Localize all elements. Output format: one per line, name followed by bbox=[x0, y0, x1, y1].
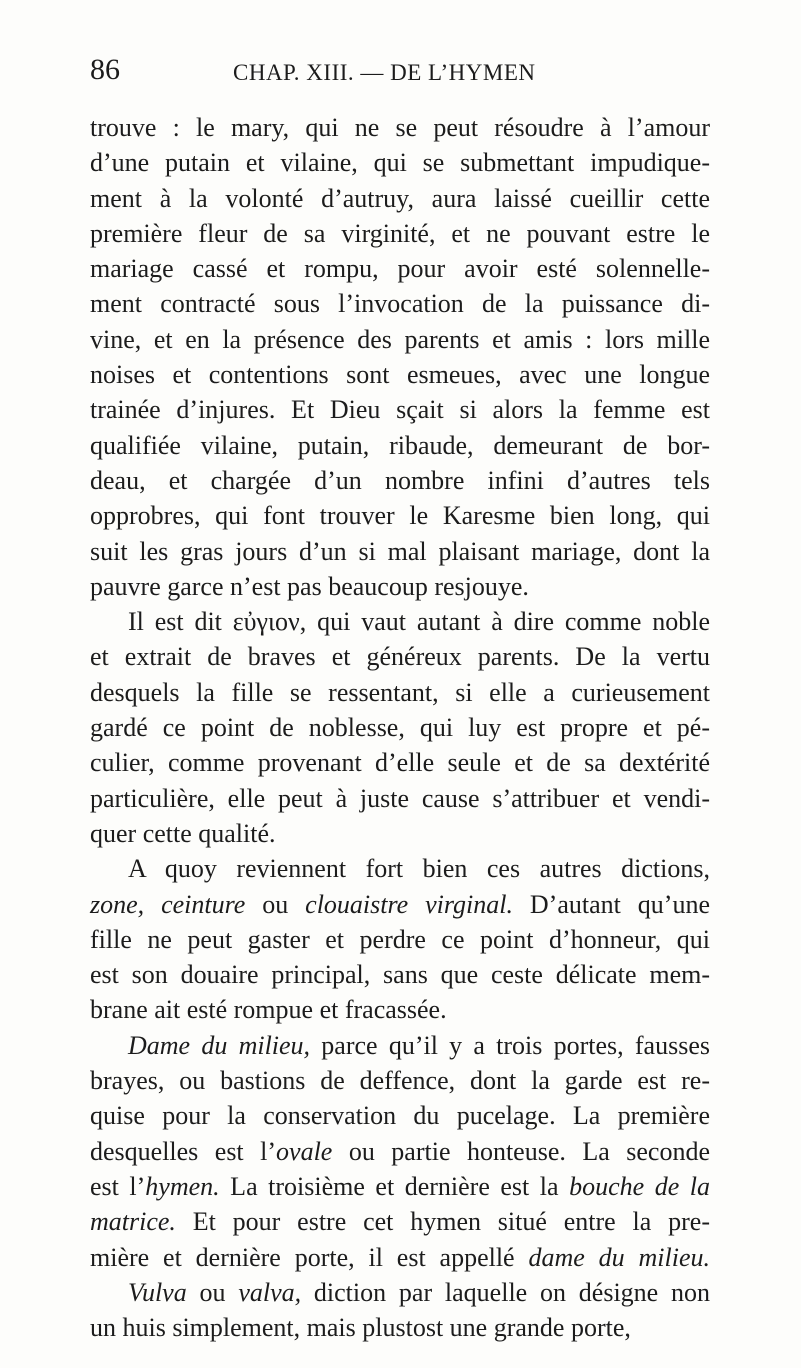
body-text bbox=[90, 110, 710, 1345]
text-line: noises et contentions sont esmeues, avec une longue bbox=[90, 360, 710, 390]
italic-term: matrice. bbox=[90, 1207, 176, 1237]
text-line: pauvre garce n’est pas beaucoup resjouye. bbox=[90, 571, 529, 601]
text-line: gardé ce point de noblesse, qui luy est propre et pé- bbox=[90, 713, 710, 743]
paragraph-first-line: A quoy reviennent fort bien ces autres dictions, bbox=[128, 854, 710, 884]
text-line: d’une putain et vilaine, qui se submettant impudique- bbox=[90, 148, 710, 178]
paragraph-first-line: Dame du milieu, parce qu’il y a trois portes, fausses bbox=[128, 1030, 710, 1060]
italic-term: ovale bbox=[276, 1136, 333, 1166]
page-number: 86 bbox=[90, 53, 120, 86]
italic-term: zone, ceinture bbox=[90, 889, 246, 919]
italic-term: valva, bbox=[238, 1277, 302, 1307]
text-line: première fleur de sa virginité, et ne pouvant estre le bbox=[90, 218, 710, 248]
text-line: quer cette qualité. bbox=[90, 818, 276, 848]
page-header bbox=[0, 52, 801, 92]
text-line: quise pour la conservation du pucelage. La première bbox=[90, 1101, 710, 1131]
text-line: brayes, ou bastions de deffence, dont la garde est re- bbox=[90, 1066, 710, 1096]
text-line: desquelles est l’ovale ou partie honteuse. La seconde bbox=[90, 1136, 710, 1166]
running-head: CHAP. XIII. — DE L’HYMEN bbox=[233, 60, 536, 85]
italic-term: Vulva bbox=[128, 1277, 187, 1307]
paragraph-first-line: Vulva ou valva, diction par laquelle on désigne non bbox=[128, 1277, 711, 1307]
text-line: desquels la fille se ressentant, si elle a curieusement bbox=[90, 677, 710, 707]
text-line: un huis simplement, mais plustost une grande porte, bbox=[90, 1313, 631, 1343]
paragraph-first-line: Il est dit εὐγιον, qui vaut autant à dire comme noble bbox=[128, 607, 710, 637]
text-line: est l’hymen. La troisième et dernière est la bouche de la bbox=[90, 1171, 711, 1201]
text-line: particulière, elle peut à juste cause s’attribuer et vendi- bbox=[90, 783, 710, 813]
text-line: vine, et en la présence des parents et amis : lors mille bbox=[90, 324, 710, 354]
text-line: trouve : le mary, qui ne se peut résoudre à l’amour bbox=[90, 113, 710, 142]
italic-term: dame du milieu. bbox=[528, 1242, 711, 1272]
text-line: ment contracté sous l’invocation de la puissance di- bbox=[90, 289, 710, 319]
text-line: mariage cassé et rompu, pour avoir esté solennelle- bbox=[90, 254, 710, 284]
italic-term: hymen. bbox=[145, 1171, 220, 1201]
text-line: ment à la volonté d’autruy, aura laissé cueillir cette bbox=[90, 183, 710, 213]
text-line: est son douaire principal, sans que ceste délicate mem- bbox=[90, 960, 710, 990]
text-line: et extrait de braves et généreux parents. De la vertu bbox=[90, 642, 710, 672]
text-line: brane ait esté rompue et fracassée. bbox=[90, 995, 447, 1025]
text-line: opprobres, qui font trouver le Karesme bien long, qui bbox=[90, 501, 710, 531]
text-line: qualifiée vilaine, putain, ribaude, demeurant de bor- bbox=[90, 430, 710, 460]
italic-term: clouaistre virginal. bbox=[305, 889, 513, 919]
italic-term: Dame du milieu, bbox=[128, 1030, 311, 1060]
text-line: mière et dernière porte, il est appellé dame du milieu. bbox=[90, 1242, 711, 1272]
text-line: culier, comme provenant d’elle seule et de sa dextérité bbox=[90, 748, 710, 778]
text-line: fille ne peut gaster et perdre ce point d’honneur, qui bbox=[90, 924, 710, 954]
text-line: trainée d’injures. Et Dieu sçait si alors la femme est bbox=[90, 395, 710, 425]
text-line: deau, et chargée d’un nombre infini d’autres tels bbox=[90, 465, 710, 495]
italic-term: bouche de la bbox=[569, 1171, 711, 1201]
text-line: suit les gras jours d’un si mal plaisant mariage, dont la bbox=[90, 536, 710, 566]
text-line: zone, ceinture ou clouaistre virginal. D’autant qu’une bbox=[90, 889, 710, 919]
text-line: matrice. Et pour estre cet hymen situé entre la pre- bbox=[90, 1207, 710, 1237]
